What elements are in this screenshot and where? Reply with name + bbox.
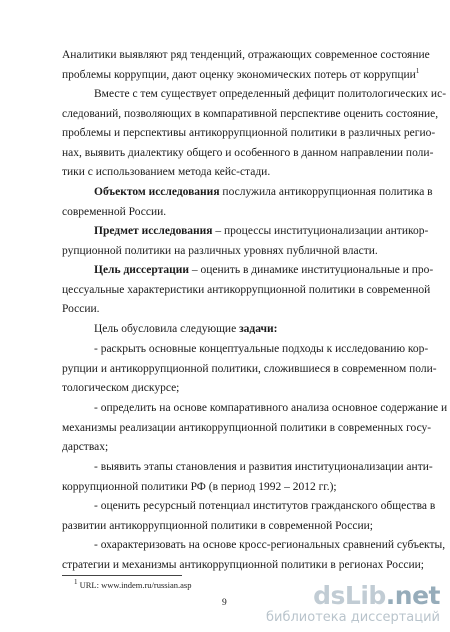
task-item-comparative [62, 399, 448, 458]
page-number: 9 [222, 598, 227, 608]
task-item-concepts [62, 340, 437, 399]
paragraph-deficit [62, 85, 447, 183]
footnote-divider [62, 575, 182, 576]
text-line: стратегии и механизмы антикоррупционной политики в регионах России; [62, 558, 424, 571]
paragraph-tasks-intro [62, 320, 402, 340]
text-line: механизмы реализации антикоррупционной политики в современных госу- [62, 421, 432, 434]
text-line: Вместе с тем существует определенный дефицит политологических ис- [94, 88, 447, 100]
watermark-subtitle: библиотека диссертаций [266, 610, 440, 625]
text-line: дарствах; [62, 441, 109, 454]
text-line: проблемы коррупции, дают оценку экономических потерь от коррупции$^1$ [62, 66, 420, 81]
paragraph-goal [62, 261, 434, 320]
term-subject: Предмет исследования [94, 225, 213, 237]
text-line: коррупционной политики РФ (в период 1992 – 2012 гг.); [62, 480, 337, 493]
text-line: Цель обусловила следующие задачи: [94, 323, 278, 335]
text-line: России. [62, 303, 100, 316]
text-line: Цель диссертации – оценить в динамике институциональные и про- [94, 264, 434, 276]
text-line: следований, позволяющих в компаративной перспективе оценить состояние, [62, 107, 439, 120]
task-item-stages [62, 458, 433, 497]
text-line: тологическом дискурсе; [62, 382, 180, 395]
watermark-logo: dsLib.net [313, 581, 440, 610]
term-tasks: задачи: [239, 323, 278, 335]
text-line: - выявить этапы становления и развития институционализации анти- [94, 461, 433, 473]
paragraph-analysts [62, 46, 430, 85]
text-line: Предмет исследования – процессы институционализации антикор- [94, 225, 429, 237]
text-line: рупции и антикоррупционной политики, сложившиеся в современном поли- [62, 362, 437, 375]
text-line: проблемы и перспективы антикоррупционной политики в различных регио- [62, 127, 436, 140]
text-line: тики с использованием метода кейс-стади. [62, 166, 271, 179]
footnote-text: URL: www.indem.ru/russian.asp [79, 580, 192, 590]
text-line: - раскрыть основные концептуальные подходы к исследованию кор- [94, 343, 429, 355]
task-item-civil-society [62, 497, 436, 536]
text-line: рупционной политики на различных уровнях публичной власти. [62, 244, 378, 257]
footnote-reference: 1 [415, 66, 420, 75]
paragraph-object [62, 183, 433, 222]
paragraph-subject [62, 222, 429, 261]
text-line: современной России. [62, 205, 167, 218]
text-line: цессуальные характеристики антикоррупционной политики в современной [62, 283, 431, 296]
text-line: - охарактеризовать на основе кросс-региональных сравнений субъекты, [94, 539, 446, 551]
task-item-regions [62, 536, 446, 575]
term-goal: Цель диссертации [94, 264, 190, 276]
watermark [266, 582, 440, 626]
text-line: - оценить ресурсный потенциал институтов гражданского общества в [94, 500, 436, 512]
text-line: нах, выявить диалектику общего и особенного в данном направлении поли- [62, 146, 434, 159]
term-object: Объектом исследования [94, 186, 220, 198]
text-line: Объектом исследования послужила антикоррупционная политика в [94, 186, 433, 198]
text-line: Аналитики выявляют ряд тенденций, отражающих современное состояние [62, 49, 430, 61]
text-line: - определить на основе компаративного анализа основное содержание и [94, 402, 448, 414]
footnote [74, 580, 191, 590]
footnote-mark: 1 [74, 578, 78, 587]
text-line: развитии антикоррупционной политики в современной России; [62, 519, 373, 532]
